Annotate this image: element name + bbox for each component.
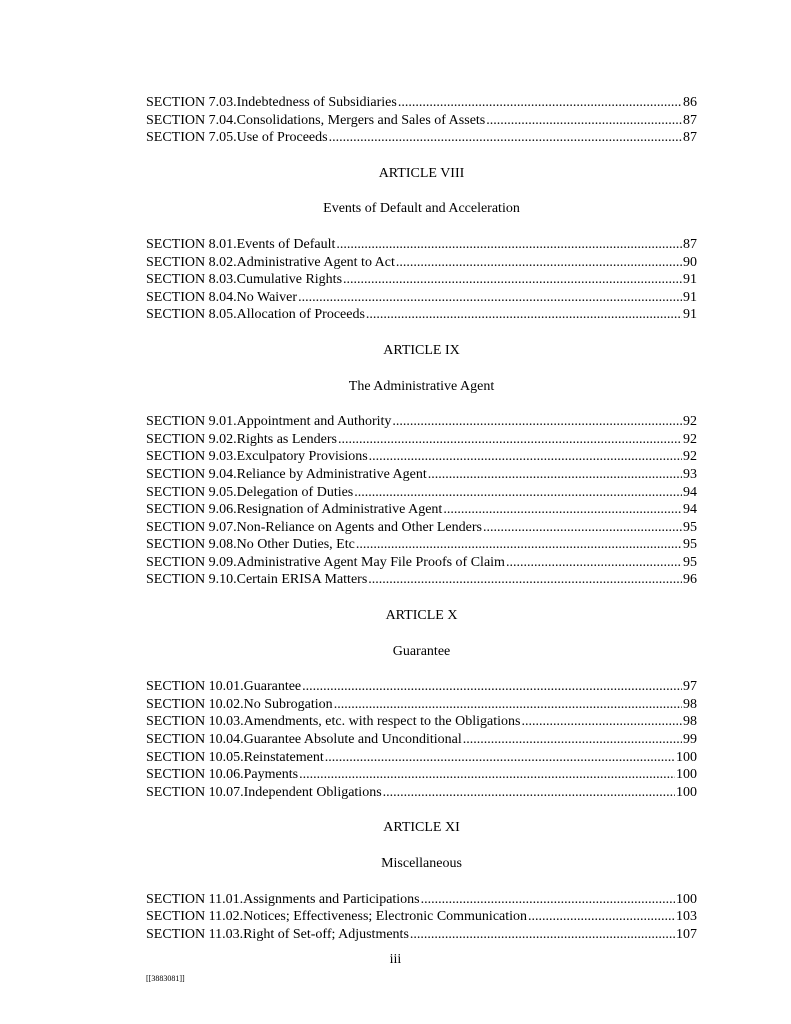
table-of-contents — [146, 94, 697, 943]
dot-leader — [428, 466, 682, 484]
dot-leader — [398, 94, 682, 112]
page-reference: 91 — [683, 272, 697, 288]
section-title: Events of Default — [236, 236, 336, 252]
dot-leader — [369, 448, 682, 466]
page-reference: 98 — [683, 696, 697, 712]
dot-leader — [302, 678, 682, 696]
article-subheading: The Administrative Agent — [348, 378, 495, 394]
page-reference: 87 — [683, 236, 697, 252]
dot-leader — [506, 554, 682, 572]
dot-leader — [463, 731, 682, 749]
toc-entry — [146, 94, 697, 112]
dot-leader — [325, 749, 675, 767]
toc-entry — [146, 501, 697, 519]
section-title: Assignments and Participations — [243, 891, 420, 907]
article-subheading: Miscellaneous — [381, 856, 462, 871]
page-reference: 98 — [683, 714, 697, 730]
section-number: SECTION 9.07. — [146, 519, 237, 535]
page-reference: 107 — [676, 926, 697, 942]
dot-leader — [483, 519, 682, 537]
toc-entry — [146, 749, 697, 767]
dot-leader — [396, 254, 682, 272]
toc-entry — [146, 254, 697, 272]
dot-leader — [336, 236, 682, 254]
section-number: SECTION 9.02. — [146, 431, 237, 447]
section-number: SECTION 8.03. — [146, 272, 237, 288]
toc-entry — [146, 908, 697, 926]
article-subheading: Events of Default and Acceleration — [323, 201, 520, 217]
toc-entry — [146, 129, 697, 147]
section-title: Non-Reliance on Agents and Other Lenders — [236, 519, 482, 535]
section-title: Cumulative Rights — [236, 272, 343, 288]
toc-entry — [146, 289, 697, 307]
section-title: Delegation of Duties — [236, 484, 354, 500]
section-number: SECTION 10.05. — [146, 749, 244, 765]
section-title: Right of Set-off; Adjustments — [243, 926, 409, 942]
article-heading: ARTICLE XI — [383, 820, 460, 836]
section-number: SECTION 11.03. — [146, 926, 244, 942]
page-reference: 96 — [683, 572, 697, 588]
page-reference: 91 — [683, 307, 697, 323]
toc-entry — [146, 536, 697, 554]
page-reference: 100 — [676, 784, 697, 800]
page-reference: 92 — [683, 414, 697, 430]
section-title: Appointment and Authority — [236, 414, 392, 430]
section-number: SECTION 9.06. — [146, 502, 237, 518]
page-reference: 94 — [683, 484, 697, 500]
section-number: SECTION 8.05. — [146, 307, 237, 323]
toc-entry — [146, 926, 697, 944]
article-subheading: Guarantee — [392, 643, 451, 659]
toc-entry — [146, 678, 697, 696]
section-title: Administrative Agent May File Proofs of Claim — [236, 554, 505, 570]
page-number: iii — [389, 952, 402, 967]
dot-leader — [421, 891, 675, 909]
page-reference: 87 — [683, 130, 697, 146]
section-number: SECTION 8.01. — [146, 236, 237, 252]
dot-leader — [343, 271, 682, 289]
section-number: SECTION 10.06. — [146, 767, 244, 783]
article-heading: ARTICLE X — [385, 608, 458, 624]
section-number: SECTION 7.05. — [146, 130, 237, 146]
section-title: Rights as Lenders — [236, 431, 337, 447]
page-reference: 92 — [683, 431, 697, 447]
dot-leader — [356, 536, 682, 554]
section-title: No Waiver — [236, 289, 298, 305]
section-title: Payments — [243, 767, 299, 783]
page-reference: 92 — [683, 449, 697, 465]
toc-entry — [146, 112, 697, 130]
dot-leader — [366, 306, 682, 324]
section-number: SECTION 10.04. — [146, 732, 244, 748]
page-reference: 103 — [676, 909, 697, 925]
section-number: SECTION 9.05. — [146, 484, 237, 500]
dot-leader — [410, 926, 675, 944]
document-id: [[3883081]] — [146, 974, 185, 983]
dot-leader — [299, 766, 675, 784]
section-title: Administrative Agent to Act — [236, 254, 395, 270]
toc-entry — [146, 484, 697, 502]
dot-leader — [354, 484, 682, 502]
dot-leader — [383, 784, 675, 802]
dot-leader — [486, 112, 682, 130]
section-title: Certain ERISA Matters — [236, 572, 368, 588]
section-title: No Subrogation — [243, 696, 333, 712]
toc-entry — [146, 731, 697, 749]
page-reference: 99 — [683, 732, 697, 748]
section-number: SECTION 8.04. — [146, 289, 237, 305]
dot-leader — [443, 501, 682, 519]
section-number: SECTION 9.04. — [146, 466, 237, 482]
page-reference: 100 — [676, 891, 697, 907]
page-reference: 95 — [683, 519, 697, 535]
dot-leader — [392, 413, 682, 431]
section-number: SECTION 11.02. — [146, 909, 244, 925]
section-title: Independent Obligations — [243, 784, 382, 800]
section-number: SECTION 9.08. — [146, 537, 237, 553]
toc-entry — [146, 713, 697, 731]
article-heading: ARTICLE IX — [383, 342, 460, 358]
page-reference: 94 — [683, 502, 697, 518]
toc-entry — [146, 466, 697, 484]
section-number: SECTION 10.07. — [146, 784, 244, 800]
page-reference: 100 — [676, 767, 697, 783]
section-number: SECTION 10.02. — [146, 696, 244, 712]
section-number: SECTION 10.03. — [146, 714, 244, 730]
toc-entry — [146, 306, 697, 324]
section-title: Reliance by Administrative Agent — [236, 466, 427, 482]
toc-entry — [146, 696, 697, 714]
toc-entry — [146, 271, 697, 289]
section-number: SECTION 9.10. — [146, 572, 237, 588]
section-number: SECTION 7.03. — [146, 95, 237, 110]
section-title: Reinstatement — [243, 749, 324, 765]
toc-entry — [146, 236, 697, 254]
page-reference: 90 — [683, 254, 697, 270]
section-title: Notices; Effectiveness; Electronic Communication — [243, 909, 528, 925]
section-number: SECTION 11.01. — [146, 891, 244, 907]
page-reference: 93 — [683, 466, 697, 482]
toc-entry — [146, 784, 697, 802]
dot-leader — [329, 129, 682, 147]
toc-entry — [146, 554, 697, 572]
section-title: Indebtedness of Subsidiaries — [236, 95, 397, 110]
toc-entry — [146, 448, 697, 466]
section-number: SECTION 9.01. — [146, 414, 237, 430]
page-reference: 97 — [683, 679, 697, 695]
toc-entry — [146, 891, 697, 909]
toc-entry — [146, 431, 697, 449]
toc-entry — [146, 571, 697, 589]
page-reference: 95 — [683, 554, 697, 570]
section-title: Allocation of Proceeds — [236, 307, 365, 323]
toc-entry — [146, 413, 697, 431]
page-reference: 87 — [683, 112, 697, 128]
section-title: Resignation of Administrative Agent — [236, 502, 443, 518]
article-heading: ARTICLE VIII — [378, 165, 465, 181]
dot-leader — [521, 713, 682, 731]
page-reference: 86 — [683, 95, 697, 110]
section-title: Guarantee Absolute and Unconditional — [243, 732, 462, 748]
dot-leader — [334, 696, 682, 714]
section-title: Use of Proceeds — [236, 130, 328, 146]
dot-leader — [298, 289, 682, 307]
section-number: SECTION 9.09. — [146, 554, 237, 570]
dot-leader — [528, 908, 675, 926]
dot-leader — [338, 431, 682, 449]
section-number: SECTION 8.02. — [146, 254, 237, 270]
section-number: SECTION 10.01. — [146, 679, 244, 695]
section-number: SECTION 7.04. — [146, 112, 237, 128]
section-title: Consolidations, Mergers and Sales of Assets — [236, 112, 486, 128]
section-title: Amendments, etc. with respect to the Obligations — [243, 714, 521, 730]
dot-leader — [368, 571, 682, 589]
toc-entry — [146, 519, 697, 537]
section-title: Guarantee — [243, 679, 302, 695]
section-number: SECTION 9.03. — [146, 449, 237, 465]
toc-entry — [146, 766, 697, 784]
section-title: No Other Duties, Etc — [236, 537, 355, 553]
section-title: Exculpatory Provisions — [236, 449, 368, 465]
page-reference: 100 — [676, 749, 697, 765]
page-reference: 91 — [683, 289, 697, 305]
page-reference: 95 — [683, 537, 697, 553]
